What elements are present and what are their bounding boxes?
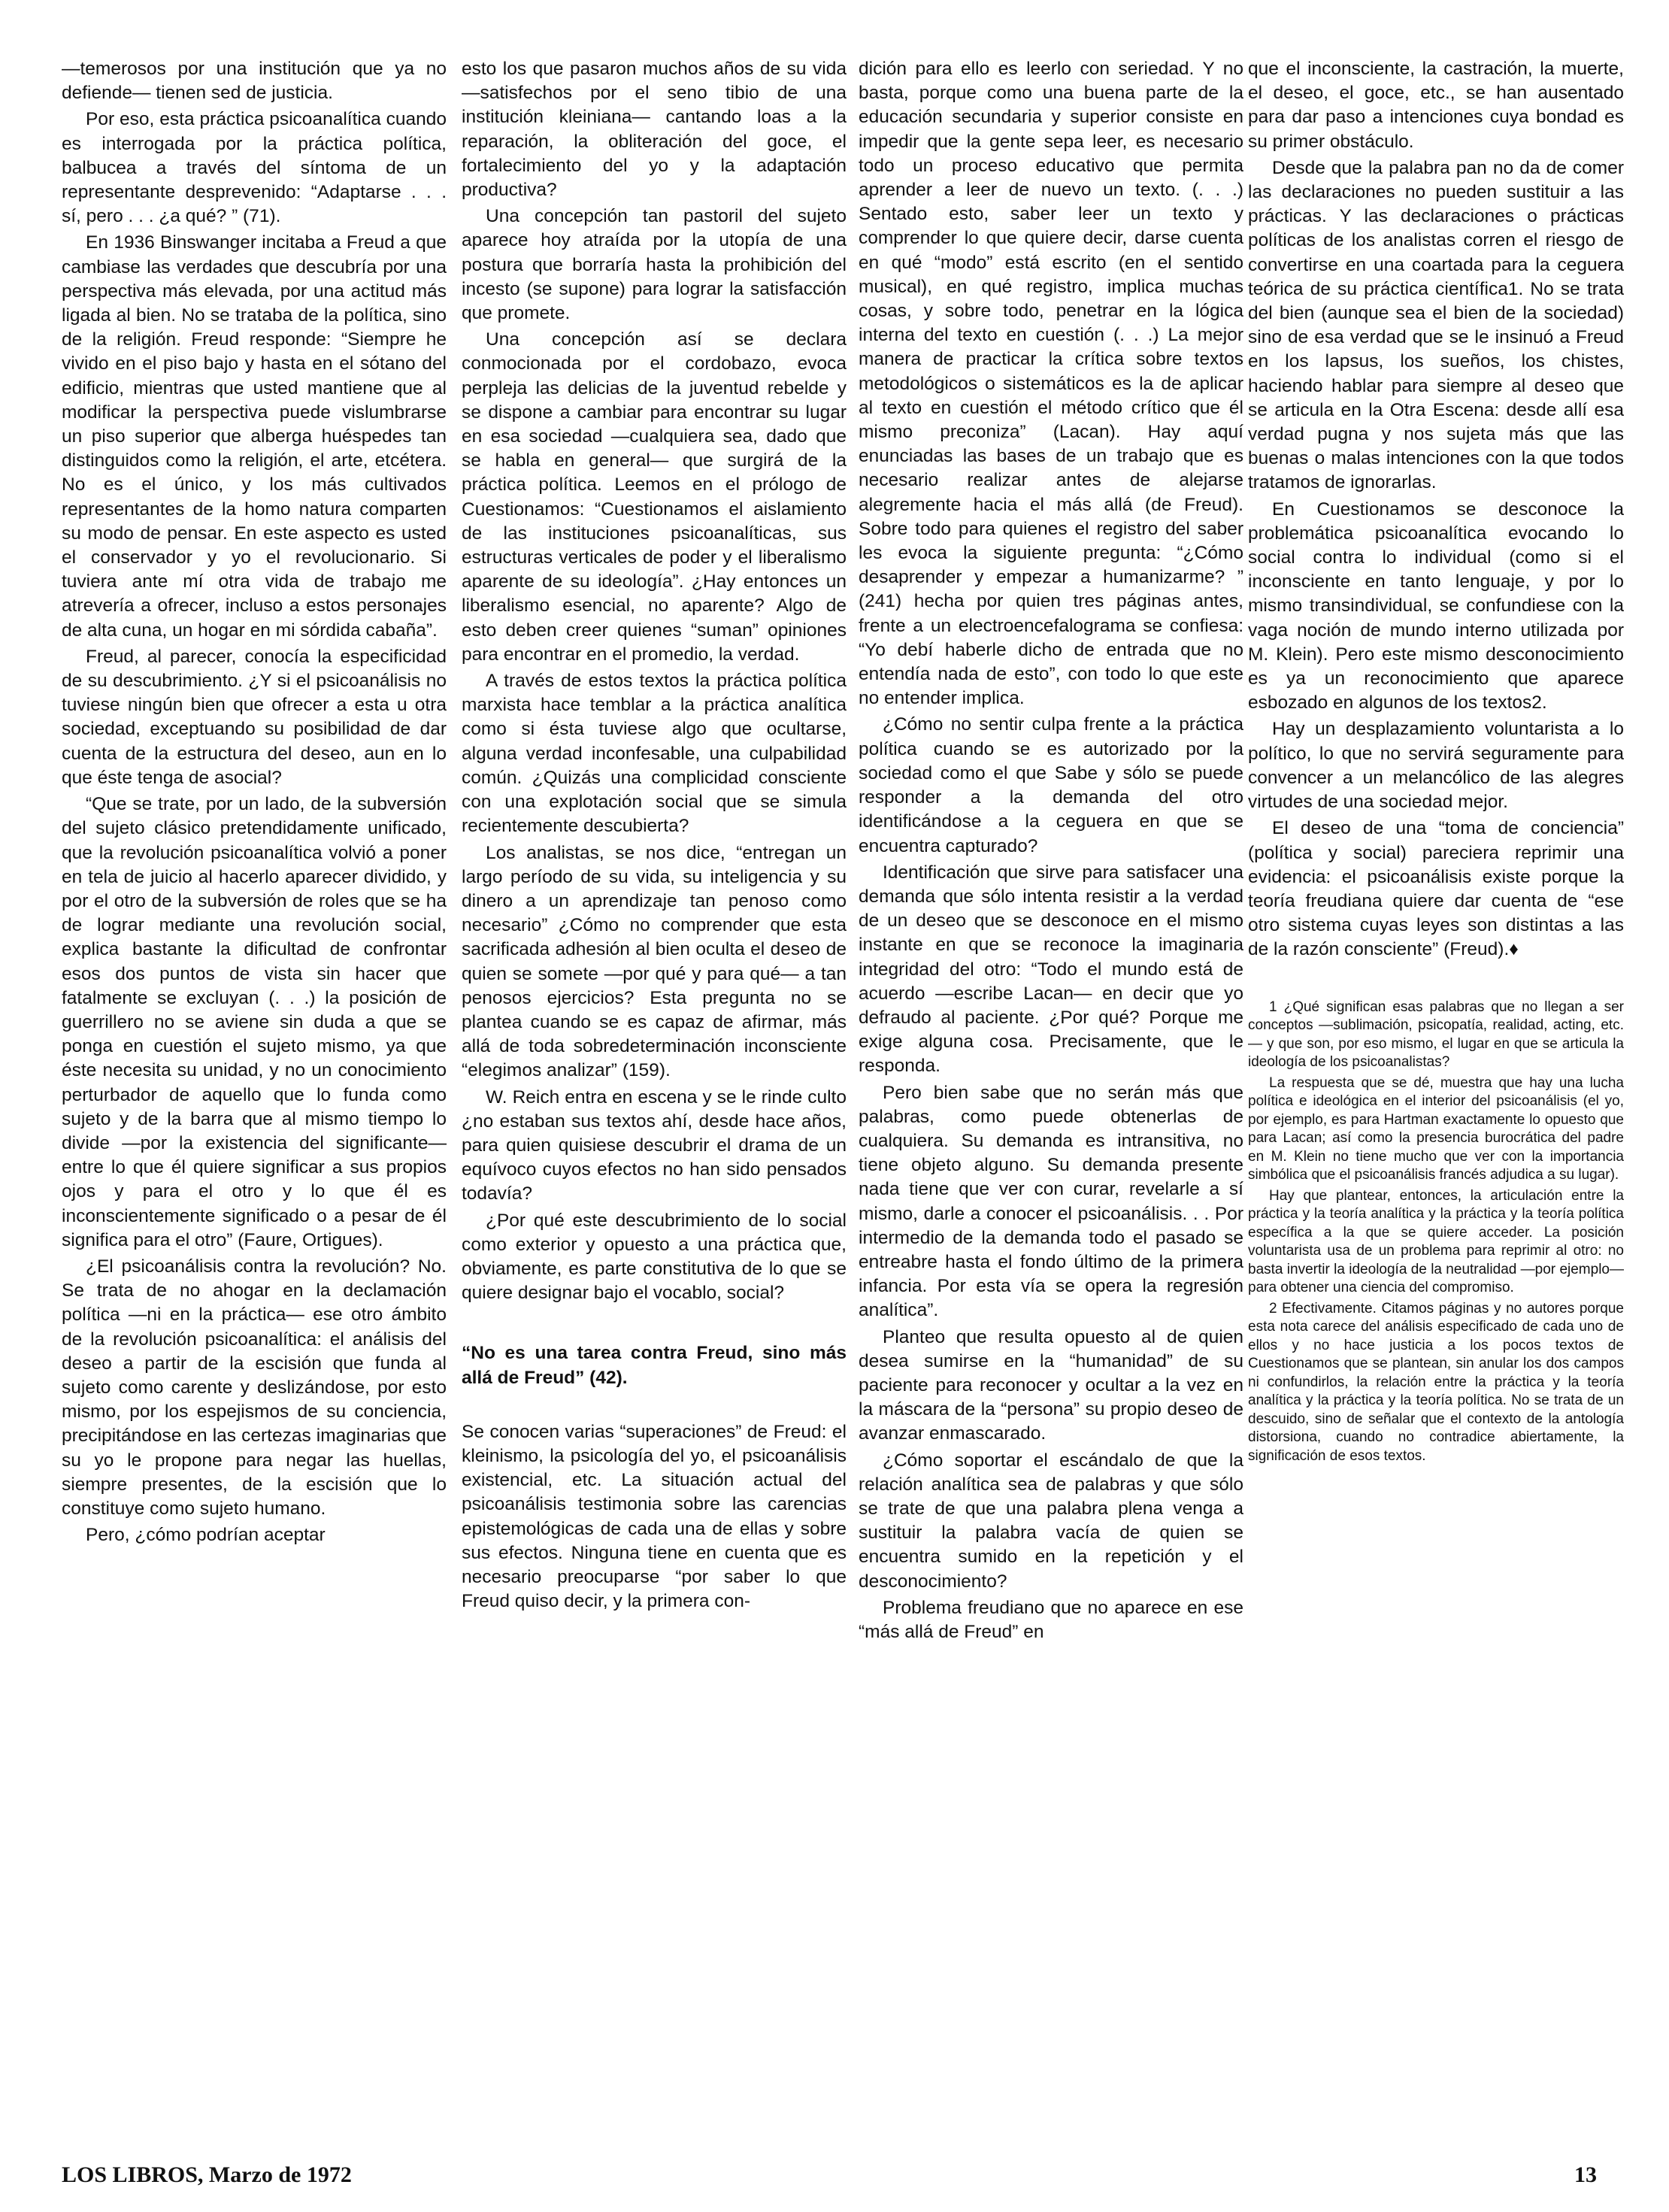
paragraph: Pero bien sabe que no serán más que palabras, como puede obtenerlas de cualquiera. Su demanda es intransitiva, no tiene objeto alguno. Su demanda presente nada tiene que ver con curar, revelarle a sí mismo, darle a conocer el psicoanálisis. . . Por intermedio de la demanda todo el pasado se entreabre hasta el fondo último de la primera infancia. Por esta vía se opera la regresión analítica”.: [859, 1082, 1243, 1321]
footer-publication: LOS LIBROS, Marzo de 1972: [62, 2162, 352, 2187]
paragraph: Hay un desplazamiento voluntarista a lo político, lo que no servirá seguramente para convencer a un melancólico de las alegres virtudes de una sociedad mejor.: [1248, 719, 1624, 813]
paragraph: El deseo de una “toma de conciencia” (política y social) pareciera reprimir una evidencia: el psicoanálisis existe porque la teoría freudiana quiere dar cuenta de “ese otro sistema cuyas leyes son distintas a las de la razón consciente” (Freud).♦: [1248, 818, 1624, 960]
paragraph: En 1936 Binswanger incitaba a Freud a que cambiase las verdades que descubría por una perspectiva más elevada, por una actitud más ligada al bien. No se trataba de la política, sino de la religión. Freud responde: “Siempre he vivido en el piso bajo y hasta en el sótano del edificio, mientras que usted mantiene que al modificar la perspectiva puede vislumbrarse un piso superior que alberga huéspedes tan distinguidos como la religión, el arte, etcétera. No es el único, y los más cultivados representantes de la homo natura comparten su modo de pensar. En este aspecto es usted el conservador y yo el revolucionario. Si tuviera ante mí otra vida de trabajo me atrevería a ofrecer, incluso a estos personajes de alta cuna, un hogar en mi sórdida cabaña”.: [62, 232, 447, 641]
column-1: [62, 57, 447, 2080]
paragraph: Pero, ¿cómo podrían aceptar: [86, 1525, 326, 1546]
paragraph: Identificación que sirve para satisfacer una demanda que sólo intenta resistir a la verdad de un deseo que se desconoce en el mismo instante en que se reconoce la imaginaria integridad del otro: “Todo el mundo está de acuerdo —escribe Lacan— en decir que yo defraudo al paciente. ¿Por qué? Porque me exige alguna cosa. Precisamente, que le responda.: [859, 862, 1243, 1077]
paragraph: A través de estos textos la práctica política marxista hace temblar a la práctica analítica como si ésta tuviese algo que ocultarse, alguna verdad inconfesable, una culpabilidad común. ¿Quizás una complicidad consciente con una explotación social que se simula recientemente descubierta?: [462, 671, 847, 837]
paragraph: Los analistas, se nos dice, “entregan un largo período de su vida, su inteligencia y su dinero a un aprendizaje tan penoso como necesario” ¿Cómo no comprender que esta sacrificada adhesión al bien oculta el deseo de quien se somete —por qué y para qué— a tan penosos ejercicios? Esta pregunta no se plantea cuando se es capaz de afirmar, más allá de toda sobredeterminación inconsciente “elegimos analizar” (159).: [462, 842, 847, 1081]
column-3: [859, 57, 1243, 2080]
paragraph: —temerosos por una institución que ya no defiende— tienen sed de justicia.: [62, 59, 447, 104]
section-heading-quote: “No es una tarea contra Freud, sino más allá de Freud” (42).: [462, 1343, 847, 1388]
footnote: 1 ¿Qué significan esas palabras que no llegan a ser conceptos —sublimación, psicopatía, realidad, acting, etc.— y que son, por eso mismo, el lugar en que se articula la ideología de los psicoanalistas?: [1248, 998, 1624, 1071]
paragraph: W. Reich entra en escena y se le rinde culto ¿no estaban sus textos ahí, desde hace años, para quien quisiese descubrir el drama de un equívoco cuyos efectos no han sido pensados todavía?: [462, 1086, 847, 1204]
paragraph: Se conocen varias “superaciones” de Freud: el kleinismo, la psicología del yo, el psicoanálisis existencial, etc. La situación actual del psicoanálisis testimonia sobre las carencias epistemológicas de cada una de ellas y sobre sus efectos. Ninguna tiene en cuenta que es necesario preocuparse “por saber lo que Freud quiso decir, y la primera con-: [462, 1421, 847, 1612]
paragraph: Una concepción así se declara conmocionada por el cordobazo, evoca perpleja las delicias de la juventud rebelde y se dispone a cambiar para encontrar su lugar en esa sociedad —cualquiera sea, dado que se habla en general— que surgirá de la práctica política. Leemos en el prólogo de Cuestionamos: “Cuestionamos el aislamiento de las instituciones psicoanalíticas, sus estructuras verticales de poder y el liberalismo aparente de su ideología”. ¿Hay entonces un liberalismo esencial, no aparente? Algo de esto deben creer quienes “suman” opiniones para encontrar en el promedio, la verdad.: [462, 329, 847, 665]
paragraph: ¿Por qué este descubrimiento de lo social como exterior y opuesto a una práctica que, obviamente, es parte constitutiva de lo que se quiere designar bajo el vocablo, social?: [462, 1210, 847, 1304]
paragraph: ¿Cómo no sentir culpa frente a la práctica política cuando se es autorizado por la sociedad como el que Sabe y sólo se puede responder a la demanda del otro identificándose a la ceguera en que se encuentra capturado?: [859, 714, 1243, 856]
paragraph: En Cuestionamos se desconoce la problemática psicoanalítica evocando lo social contra lo individual (como si el inconsciente en tanto lenguaje, y por lo mismo transindividual, se confundiese con la vaga noción de mundo interno utilizada por M. Klein). Pero este mismo desconocimiento es ya un reconocimiento que aparece esbozado en algunos de los textos2.: [1248, 498, 1624, 714]
page-number: 13: [1574, 2162, 1597, 2187]
paragraph: que el inconsciente, la castración, la muerte, el deseo, el goce, etc., se han ausentado para dar paso a intenciones cuya bondad es su primer obstáculo.: [1248, 59, 1624, 152]
column-2: [462, 57, 847, 2080]
paragraph: Freud, al parecer, conocía la especificidad de su descubrimiento. ¿Y si el psicoanálisis no tuviese ningún bien que ofrecer a esta u otra sociedad, exceptuando su posibilidad de dar cuenta de la estructura del deseo, aun en lo que éste tenga de asocial?: [62, 646, 447, 788]
footnote: 2 Efectivamente. Citamos páginas y no autores porque esta nota carece del análisis especificado de cada uno de ellos y no hace justicia a los pocos textos de Cuestionamos que se plantean, sin anular los dos campos ni confundirlos, la relación entre la práctica y la teoría analítica y la práctica y la teoría política. No se trata de un descuido, sino de señalar que el contexto de la antología distorsiona, cuando no contradice abiertamente, la significación de esos textos.: [1248, 1300, 1624, 1464]
footnote: La respuesta que se dé, muestra que hay una lucha política e ideológica en el interior del psicoanálisis (el yo, por ejemplo, es para Hartman exactamente lo opuesto que para Lacan; así como la presencia burocrática del padre en M. Klein no tiene mucho que ver con la importancia simbólica que el psicoanálisis francés adjudica a su lugar).: [1248, 1074, 1624, 1183]
column-4: [1248, 57, 1624, 2080]
paragraph: ¿El psicoanálisis contra la revolución? No. Se trata de no ahogar en la declamación política —ni en la práctica— ese otro ámbito de la revolución psicoanalítica: el análisis del deseo a partir de la escisión que funda al sujeto como carente y deslizándose, por esto mismo, por los espejismos de su conciencia, precipitándose en las certezas imaginarias que su yo le propone para negar las huellas, siempre presentes, de la escisión que lo constituye como sujeto humano.: [62, 1256, 447, 1519]
paragraph: dición para ello es leerlo con seriedad. Y no basta, porque como una buena parte de la educación secundaria y superior consiste en impedir que la gente sepa leer, es necesario todo un proceso educativo que permita aprender a leer de nuevo un texto. (. . .) Sentado esto, saber leer un texto y comprender lo que quiere decir, darse cuenta en qué “modo” está escrito (en el sentido musical), en qué registro, implica muchas cosas, y sobre todo, penetrar en la lógica interna del texto en cuestión (. . .) La mejor manera de practicar la crítica sobre textos metodológicos o sistemáticos es la de aplicar al texto en cuestión el método crítico que él mismo preconiza” (Lacan). Hay aquí enunciadas las bases de un trabajo que es necesario realizar antes de alejarse alegremente hacia el más allá (de Freud). Sobre todo para quienes el registro del saber les evoca la siguiente pregunta: “¿Cómo desaprender y empezar a humanizarme? ” (241) hecha por quien tres páginas antes, frente a un electroencefalograma se confiesa: “Yo debí haberle dicho de entrada que no entendía nada de esto”, con todo lo que este no entender implica.: [859, 59, 1243, 709]
paragraph: “Que se trate, por un lado, de la subversión del sujeto clásico pretendidamente unificado, que la revolución psicoanalítica volvió a poner en tela de juicio al hacerlo aparecer dividido, y por el otro de la subversión de roles que se ha de lograr mediante una revolución social, explica bastante la dificultad de confrontar esos dos puntos de vista sin hacer que fatalmente se excluyan (. . .) la posición de guerrillero no se aviene sin duda a que se ponga en cuestión el sujeto mismo, ya que éste necesita su unidad, y no un conocimiento perturbador de aquello que lo funda como sujeto y de la barra que al mismo tiempo lo divide —por la existencia del significante— entre lo que él quiere significar a sus propios ojos y para el otro y lo que él es inconscientemente significado o a pesar de él significa para el otro” (Faure, Ortigues).: [62, 794, 447, 1250]
paragraph: esto los que pasaron muchos años de su vida —satisfechos por el seno tibio de una institución kleiniana— cantando loas a la reparación, la obliteración del goce, el fortalecimiento del yo y la adaptación productiva?: [462, 59, 847, 201]
paragraph: Desde que la palabra pan no da de comer las declaraciones no pueden sustituir a las prácticas. Y las declaraciones o prácticas políticas de los analistas corren el riesgo de convertirse en una coartada para la ceguera teórica de su práctica científica1. No se trata del bien (aunque sea el bien de la sociedad) sino de esa verdad que se le insinuó a Freud en los lapsus, los sueños, los chistes, haciendo hablar para siempre al deseo que se articula en la Otra Escena: desde allí esa verdad pugna y nos sujeta más que las buenas o malas intenciones con la que todos tratamos de ignorarlas.: [1248, 157, 1624, 493]
paragraph: Planteo que resulta opuesto al de quien desea sumirse en la “humanidad” de su paciente para reconocer y ocultar a la vez en la máscara de la “persona” su propio deseo de avanzar enmascarado.: [859, 1326, 1243, 1444]
paragraph: Una concepción tan pastoril del sujeto aparece hoy atraída por la utopía de una postura que borraría hasta la prohibición del incesto (se supone) para lograr la satisfacción que promete.: [462, 206, 847, 324]
paragraph: Problema freudiano que no aparece en ese “más allá de Freud” en: [859, 1597, 1243, 1642]
paragraph: ¿Cómo soportar el escándalo de que la relación analítica sea de palabras y que sólo se trate de que una palabra plena venga a sustituir la palabra vacía de quien se encuentra sumido en la repetición y el desconocimiento?: [859, 1450, 1243, 1592]
footnotes: [1248, 998, 1624, 1466]
paragraph: Por eso, esta práctica psicoanalítica cuando es interrogada por la práctica política, balbucea a través del síntoma de un representante desprevenido: “Adaptarse . . . sí, pero . . . ¿a qué? ” (71).: [62, 109, 447, 227]
footnote: Hay que plantear, entonces, la articulación entre la práctica y la teoría analítica y la práctica y la teoría política específica a la que se quiere acceder. La posición voluntarista usa de un problema para reprimir al otro: no basta invertir la ideología de la neutralidad —por ejemplo— para obtener una ciencia del compromiso.: [1248, 1187, 1624, 1296]
